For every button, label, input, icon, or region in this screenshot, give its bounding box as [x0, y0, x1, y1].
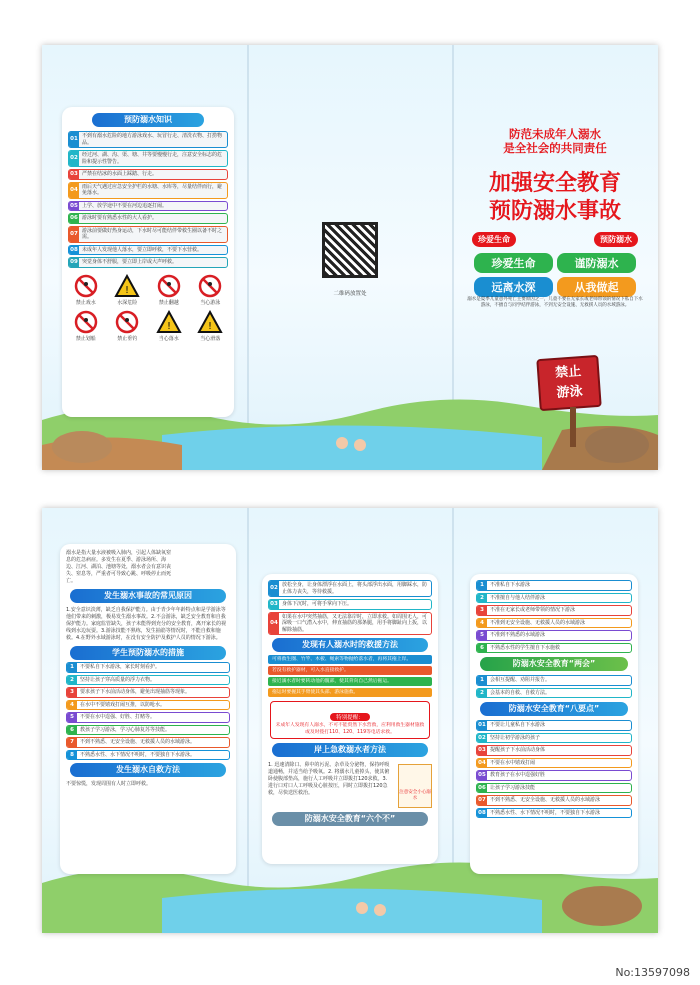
qr-code-placeholder [322, 222, 378, 278]
warning-sign [108, 310, 148, 342]
item-number: 08 [478, 809, 486, 816]
list-item [66, 662, 230, 673]
list-item [268, 580, 432, 597]
prevention-knowledge-card [62, 107, 234, 417]
signboard-line-2: 游泳 [556, 384, 584, 401]
warning-sign [191, 274, 231, 306]
item-number: 02 [69, 151, 79, 166]
warning-sign [191, 310, 231, 342]
item-number: 05 [70, 202, 78, 209]
item-text: 在水中不要嬉戏打闹互推，以防呛水。 [80, 701, 166, 708]
list-item [68, 150, 228, 167]
list-item [476, 618, 632, 629]
item-number: 02 [269, 581, 279, 596]
pill-3: 远离水深 [474, 277, 553, 297]
item-text: 不要在水中逞强、好胜、打赌等。 [80, 714, 156, 720]
list-item [68, 201, 228, 212]
section-title: 发生溺水自救方法 [70, 763, 226, 777]
sign-label: 禁止戏水 [75, 299, 96, 306]
rescue-list [262, 655, 438, 697]
item-text: 雨后天气遇过应急安全护栏的水塘、水库等，尽量结伴而行，避免落水。 [82, 183, 223, 196]
item-number: 5 [477, 631, 487, 640]
section-title: 防溺水安全教育“六个不” [272, 812, 428, 826]
self-rescue-paragraph: 不要惊慌，发现周围有人时立即呼救。 [66, 781, 152, 787]
list-item [66, 737, 230, 748]
item-text: 突觉身体不舒服，要立即上岸或大声呼救。 [82, 259, 178, 265]
drowning-info-card [60, 544, 236, 874]
cover-panel [452, 45, 658, 470]
section-title: 发现有人溺水时的救援方法 [272, 638, 428, 652]
list-item [68, 213, 228, 224]
section-title: 防溺水安全教育“两会” [480, 657, 628, 671]
list-item [66, 712, 230, 723]
image-id-watermark: No:13597098 [615, 966, 690, 979]
item-text: 不熟悉水性的学生擅自下水施救 [490, 644, 561, 651]
self-rescue-list [262, 574, 438, 635]
list-item [476, 770, 632, 781]
item-number: 1 [477, 581, 487, 590]
item-number: 01 [69, 132, 79, 147]
item-text: 不要私自下水游泳，家长时刻看护。 [80, 664, 161, 670]
list-item [476, 808, 632, 819]
sign-label: 当心落水 [158, 335, 179, 342]
sign-label: 禁止划船 [75, 335, 96, 342]
item-text: 放松全身，让身体漂浮在水面上，将头部浮出水面，用脚踩水，防止体力丧失，等待救援。 [282, 582, 428, 595]
safety-education-card [470, 574, 638, 874]
item-number: 04 [269, 613, 279, 635]
item-text: 不准在无家长或老师带领的情况下游泳 [490, 607, 576, 613]
signboard-line-1: 禁止 [554, 364, 582, 381]
item-number: 5 [67, 713, 77, 722]
sign-label: 禁止翻越 [158, 299, 179, 306]
list-item [66, 700, 230, 711]
shore-paragraph: 1. 迅速清除口、鼻中的污泥、杂草及分泌物，保持呼吸道通畅，并适当给予吸氧。2. 将溺水儿童掉头，使其俯卧使腹部垫高，施行人工呼吸并立即拨打120求救。3. 进行口对口人工呼吸及心脏按压，同时立即拨打120急救，尽快送医救治。 [268, 762, 390, 796]
pill-4: 从我做起 [557, 277, 636, 297]
item-number: 04 [478, 759, 486, 766]
rescue-item: 接近溺水者时要转动他的髋部，使其背向自己然后拖运。 [268, 677, 432, 686]
list-item [476, 630, 632, 641]
slogan-line-1: 防范未成年人溺水 [509, 127, 601, 141]
list-item [68, 182, 228, 199]
warning-triangle-icon [114, 274, 140, 298]
item-number: 02 [478, 734, 486, 741]
warning-sign [149, 310, 189, 342]
special-reminder-text: 未成年人发现有人溺水，不可不能贸然下水营救，应利用救生器材施救或及时拨打110、120、119等电话求救。 [275, 723, 425, 735]
item-text: 不熟悉水性、水下情况不明时，不要独自下水游泳 [490, 809, 601, 816]
item-text: 游泳前要做好热身运动，下水时尽可能结伴带救生圈以备不时之需。 [82, 227, 223, 240]
item-number: 03 [70, 171, 78, 177]
item-text: 不准到无安全设施、无救援人员的水域游泳 [490, 619, 586, 626]
brochure-back [42, 508, 658, 933]
item-text: 不熟悉水性、水下情况不明时，不要独自下水游泳。 [80, 751, 196, 758]
headline [452, 170, 658, 226]
prohibition-sign-icon [115, 310, 139, 334]
rescue-item: 拖运时要握其手臂使其头部、游泳施救。 [268, 688, 432, 697]
list-item [476, 675, 632, 686]
list-item [476, 580, 632, 591]
list-item [268, 599, 432, 610]
item-number: 4 [477, 619, 487, 628]
section-title: 预防溺水知识 [92, 113, 204, 127]
headline-line-1: 加强安全教育 [488, 171, 621, 196]
item-number: 01 [478, 722, 486, 728]
section-title: 防溺水安全教育“八要点” [480, 702, 628, 716]
list-item [476, 720, 632, 731]
item-text: 严禁在结冰的水面上踩踏、行走。 [82, 171, 158, 177]
prohibition-sign-icon [74, 274, 98, 298]
item-number: 2 [67, 676, 77, 685]
list-item [66, 750, 230, 761]
sign-label: 当心游泳 [200, 299, 221, 306]
list-item [476, 605, 632, 616]
item-text: 上学、放学途中不要在河边追逐打闹。 [82, 202, 168, 209]
item-number: 1 [477, 676, 487, 685]
warning-sign [149, 274, 189, 306]
item-number: 04 [69, 183, 79, 198]
item-number: 03 [270, 601, 278, 607]
causes-paragraph: 1.安全意识淡薄，缺乏自我保护能力。由于青少年年龄特点和是学游泳等他们带来的刺激，极易发生溺水事故。2.不会游泳，缺乏安全教育和自我保护能力。家庭监管缺失，孩子未能得到充分的安全教育，离开家长的视线到水边玩耍。3.游泳技能不熟练，发生抽筋等情况时，不能自救和施救。4.在野外水域游泳时，在没有安全防护及救护人员的情况下游泳。 [66, 607, 227, 641]
item-text: 游泳时要有熟悉水性的大人看护。 [82, 215, 158, 221]
special-reminder [270, 701, 430, 739]
knowledge-list [62, 131, 234, 268]
item-number: 2 [477, 594, 487, 603]
item-number: 3 [67, 688, 77, 697]
rescue-methods-card [262, 574, 438, 864]
item-number: 09 [70, 259, 78, 265]
item-number: 2 [477, 689, 487, 698]
brochure-front [42, 45, 658, 470]
item-text: 坚持让初学游泳的孩子 [490, 734, 541, 741]
item-number: 8 [67, 751, 77, 760]
rescue-item: 可将救生圈、竹竿、木板、绳索等物抛给落水者，再将其拖上岸。 [268, 655, 432, 664]
item-text: 让孩子学习游泳技能 [490, 784, 536, 791]
list-item [476, 688, 632, 699]
list-item [476, 593, 632, 604]
section-title: 发生溺水事故的常见原因 [70, 589, 226, 603]
pill-2: 谨防溺水 [557, 253, 636, 273]
warning-sign [66, 310, 106, 342]
item-number: 4 [67, 701, 77, 710]
warning-triangle-icon [156, 310, 182, 334]
two-skills-list [470, 675, 638, 698]
sign-label: 禁止垂钓 [117, 335, 138, 342]
item-number: 3 [477, 606, 487, 615]
warning-sign [108, 274, 148, 306]
item-text: 要求孩子下水前活动身体，避免出现抽筋等现象。 [80, 689, 191, 695]
item-number: 07 [69, 227, 79, 242]
list-item [476, 758, 632, 769]
section-title: 学生预防溺水的措施 [70, 646, 226, 660]
item-text: 未成年人发现他人落水，要立即呼救，不要下水营救。 [82, 246, 203, 253]
shore-section [262, 760, 438, 808]
prohibition-sign-icon [157, 274, 181, 298]
qr-caption: 二维码放置处 [333, 291, 367, 297]
warning-triangle-icon [197, 310, 223, 334]
tag-cherish-life: 珍爱生命 [472, 232, 516, 247]
pill-grid [474, 253, 636, 297]
item-number: 1 [67, 663, 77, 672]
warning-signs [62, 270, 234, 346]
signboard-post [570, 407, 576, 447]
item-text: 不要在水中嬉戏打闹 [490, 759, 536, 766]
item-text: 提醒孩子下水前活动身体 [490, 747, 546, 753]
eight-points-list [470, 720, 638, 818]
item-number: 6 [67, 726, 77, 735]
item-number: 06 [478, 784, 486, 791]
sign-label: 当心滑落 [200, 335, 221, 342]
item-text: 不要让儿童私自下水游泳 [490, 722, 546, 728]
list-item [476, 745, 632, 756]
pill-1: 珍爱生命 [474, 253, 553, 273]
slogan-line-2: 是全社会的共同责任 [503, 141, 607, 155]
headline-line-2: 预防溺水事故 [488, 199, 621, 224]
item-text: 会基本的自救、自救方法。 [490, 689, 551, 696]
item-text: 经过河、湖、沟、渠、塘、井等要慢慢行走，注意安全标志的危险和提示性警告。 [82, 152, 223, 165]
item-text: 会相互提醒、劝阻并报告。 [490, 677, 551, 683]
special-reminder-title: 特别提醒： [330, 713, 370, 721]
prohibition-sign-icon [74, 310, 98, 334]
prohibition-sign-icon [198, 274, 222, 298]
slogan [452, 127, 658, 155]
item-number: 6 [477, 644, 487, 653]
item-number: 05 [478, 772, 486, 778]
list-item [66, 675, 230, 686]
no-swimming-signboard [536, 355, 601, 411]
item-number: 7 [67, 738, 77, 747]
svg-text:!: ! [208, 320, 213, 332]
item-text: 如果在水中突然抽筋，又无法靠岸时，立即求救。如周围无人，可深吸一口气潜入水中，伸直抽筋的那条腿，用手将脚趾向上扳，以解除抽筋。 [282, 613, 428, 633]
list-item [68, 245, 228, 256]
intro-paragraph: 溺水是指大量水液被吸入肺内，引起人体缺氧窒息的危急病症。多发生在夏季、游泳场所、海边、江河、湖泊、池塘等处，溺水者会有意识丧失、窒息等，严重者可导致心跳、呼吸停止而死亡。 [66, 550, 172, 584]
tag-row [472, 232, 638, 247]
item-text: 教育孩子在水中逞强好胜 [490, 772, 546, 778]
item-text: 不准擅自与他人结伴游泳 [490, 594, 546, 601]
section-title: 岸上急救溺水者方法 [272, 743, 428, 757]
six-nos-list [470, 574, 638, 653]
sign-label: 水深危险 [117, 299, 138, 306]
list-item [68, 257, 228, 268]
caution-sign: 注意安全小心溺水 [398, 764, 432, 808]
rescue-item: 若没有救护器材，可入水直接救护。 [268, 666, 432, 675]
item-text: 不到有溺水危险的地方游泳戏水、玩冒行走、清洗衣物、打捞物品。 [82, 133, 223, 146]
svg-text:!: ! [125, 284, 130, 296]
list-item [68, 131, 228, 148]
list-item [68, 169, 228, 180]
list-item [476, 795, 632, 806]
list-item [68, 226, 228, 243]
item-text: 教孩子学习游泳，学习心肺复苏等技能。 [80, 726, 171, 733]
svg-text:!: ! [166, 320, 171, 332]
item-number: 03 [478, 747, 486, 753]
item-number: 06 [70, 215, 78, 221]
item-text: 不到不熟悉、无安全设施、无救援人员的水域游泳 [490, 797, 601, 803]
item-text: 不准私自下水游泳 [490, 582, 531, 588]
cover-description: 溺水是夏季儿童意外死亡主要原因之一，儿童不要在无家长或老师带领的情况下私自下水游泳，不擅自与同学结伴游泳，不到无安全设施、无救援人员的水域游泳。 [467, 297, 643, 308]
list-item [476, 733, 632, 744]
item-number: 07 [478, 797, 486, 803]
item-number: 08 [70, 246, 78, 253]
item-text: 不准到不熟悉的水域游泳 [490, 632, 546, 638]
tag-prevent-drowning: 预防溺水 [594, 232, 638, 247]
list-item [66, 687, 230, 698]
item-text: 不到不熟悉、无安全设施、无救援人员的水域游泳。 [80, 739, 196, 745]
item-text: 坚持让孩子穿高质量的浮力衣物。 [80, 676, 156, 683]
list-item [66, 725, 230, 736]
item-text: 身体下沉时，可将手掌向下压。 [282, 601, 353, 607]
list-item [476, 643, 632, 654]
list-item [268, 612, 432, 636]
measures-list [60, 662, 236, 760]
warning-sign [66, 274, 106, 306]
list-item [476, 783, 632, 794]
